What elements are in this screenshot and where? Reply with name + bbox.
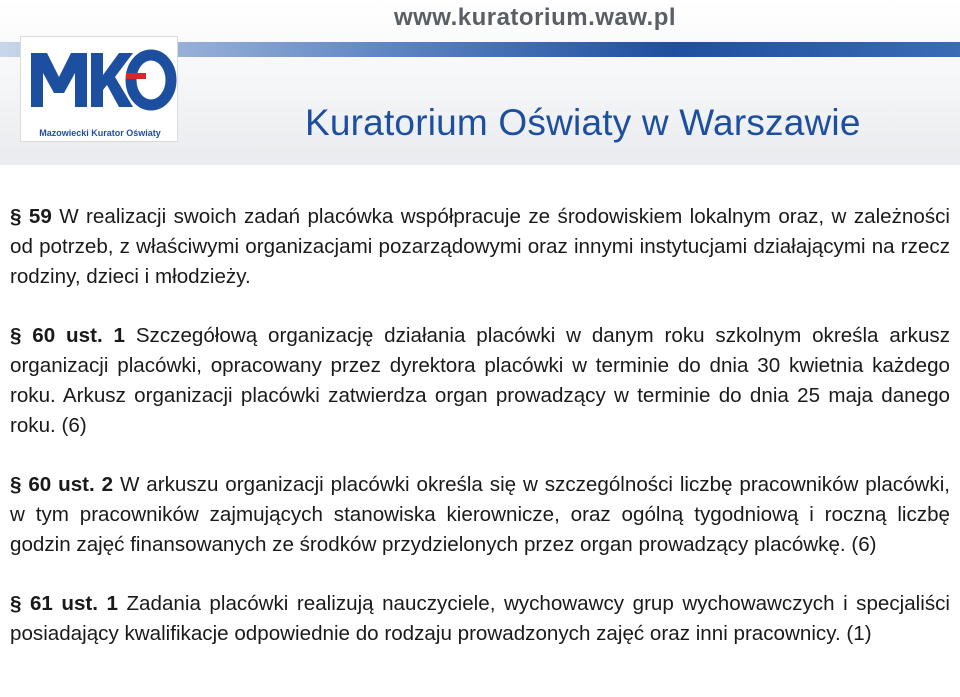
header-banner [0, 0, 960, 165]
paragraph-text: W arkuszu organizacji placówki określa się w szczególności liczbę pracowników placówki, w tym pracowników zajmujących stanowiska kierownicze, oraz ogólną tygodniową i roczną liczbę godzin zajęć finansowanych ze środków przydzielonych przez organ prowadzący placówkę. (6) [10, 473, 950, 556]
paragraph-text: Zadania placówki realizują nauczyciele, wychowawcy grup wychowawczych i specjaliści posiadający kwalifikacje odpowiednie do rodzaju prowadzonych zajęć oraz inni pracownicy. (1) [10, 592, 950, 646]
section-number: § 60 ust. 1 [10, 324, 125, 348]
paragraph-text: W realizacji swoich zadań placówka współpracuje ze środowiskiem lokalnym oraz, w zależności od potrzeb, z właściwymi organizacjami pozarządowymi oraz innymi instytucjami działającymi na rzecz rodziny, dzieci i młodzieży. [10, 205, 950, 288]
section-number: § 59 [10, 205, 52, 228]
mko-logo-mark [21, 37, 177, 123]
institution-title: Kuratorium Oświaty w Warszawie [305, 102, 861, 143]
site-url[interactable]: www.kuratorium.waw.pl [393, 4, 677, 31]
section-number: § 61 ust. 1 [10, 592, 118, 616]
logo-caption: Mazowiecki Kurator Oświaty [39, 128, 161, 138]
paragraph-59 [10, 202, 950, 291]
paragraph-61-1 [10, 589, 950, 649]
paragraph-60-1 [10, 321, 950, 440]
paragraph-text: Szczegółową organizację działania placówki w danym roku szkolnym określa arkusz organizacji placówki, opracowany przez dyrektora placówki w terminie do dnia 30 kwietnia każdego roku. Arkusz organizacji placówki zatwierdza organ prowadzący w terminie do dnia 25 maja danego roku. (6) [10, 324, 950, 437]
mko-logo [20, 36, 178, 142]
paragraph-60-2 [10, 470, 950, 559]
document-body [10, 202, 950, 649]
section-number: § 60 ust. 2 [10, 473, 114, 497]
